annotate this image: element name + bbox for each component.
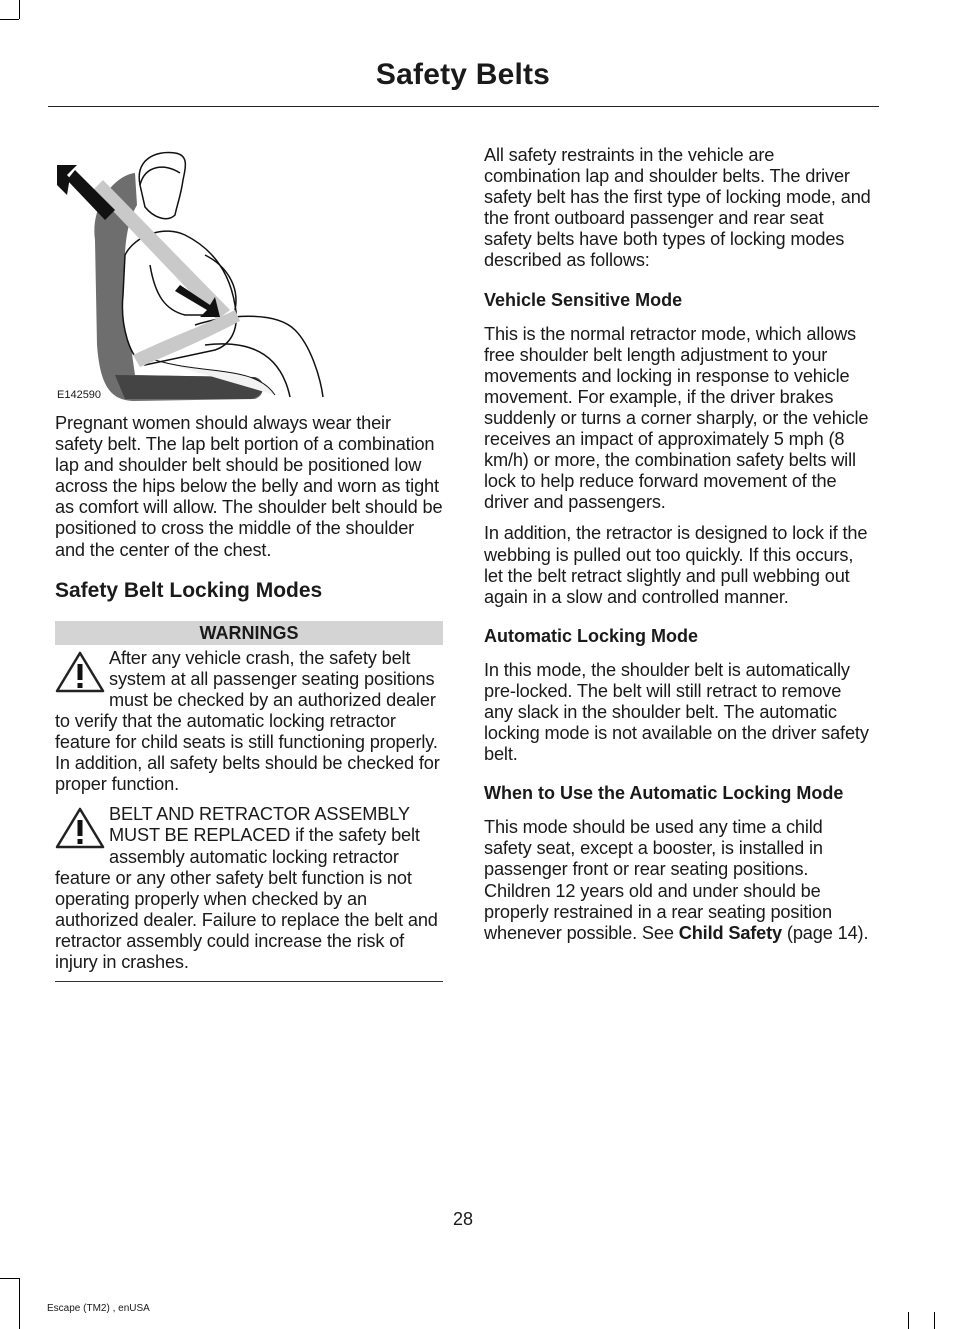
warning-item [55, 804, 443, 973]
automatic-locking-mode-paragraph: In this mode, the shoulder belt is automatically pre-locked. The belt will still retract to remove any slack in the shoulder belt. The automatic locking mode is not available on the driver safety belt. [484, 659, 869, 765]
figure-id: E142590 [57, 389, 102, 401]
warnings-header: WARNINGS [55, 621, 443, 645]
page-reference: (page 14). [782, 922, 869, 943]
pregnant-woman-seatbelt-illustration [55, 145, 443, 403]
when-to-use-paragraph [484, 817, 874, 944]
left-column [55, 145, 443, 982]
vehicle-sensitive-mode-paragraph: This is the normal retractor mode, which allows free shoulder belt length adjustment to your movements and locking in response to vehicle movement. For example, if the driver brakes suddenly or turns a corner sharply, or the vehicle receives an impact of approximately 5 mph (8 km/h) or more, the combination safety belts will lock to help reduce forward movement of the driver and passengers. [484, 323, 869, 513]
footer-text: Escape (TM2) , enUSA [47, 1303, 150, 1314]
automatic-locking-mode-heading: Automatic Locking Mode [484, 625, 699, 646]
crop-mark [19, 1278, 20, 1329]
warning-item [55, 648, 443, 796]
section-heading: Safety Belt Locking Modes [55, 578, 323, 602]
title-divider [48, 106, 879, 107]
child-safety-link[interactable]: Child Safety [678, 922, 783, 943]
crop-mark [934, 1312, 935, 1329]
page-number: 28 [452, 1209, 474, 1229]
retractor-lock-paragraph: In addition, the retractor is designed to lock if the webbing is pulled out too quickly. If this occurs, let the belt retract slightly and pull webbing out again in a slow and controlled manner. [484, 523, 868, 607]
crop-mark [0, 1278, 19, 1279]
right-column [484, 145, 874, 954]
crop-mark [908, 1312, 909, 1329]
warning-triangle-icon [55, 806, 105, 850]
pregnant-women-paragraph: Pregnant women should always wear their safety belt. The lap belt portion of a combination lap and shoulder belt should be positioned low across the hips below the belly and worn as tight as comfort will allow. The shoulder belt should be positioned to cross the middle of the shoulder and the center of the chest. [55, 413, 443, 560]
warning-text: After any vehicle crash, the safety belt system at all passenger seating positions must be checked by an authorized dealer to verify that the automatic locking retractor feature for child seats is still functioning properly. In addition, all safety belts should be checked for proper function. [55, 647, 440, 795]
when-to-use-text: This mode should be used any time a child safety seat, except a booster, is installed in passenger front or rear seating positions. Children 12 years old and under should be properly restrained in a rear seating position whenever possible. See [484, 817, 832, 943]
warning-triangle-icon [55, 650, 105, 694]
page-title: Safety Belts [375, 58, 551, 91]
warning-text: BELT AND RETRACTOR ASSEMBLY MUST BE REPLACED if the safety belt assembly automatic locking retractor feature or any other safety belt function is not operating properly when checked by an authorized dealer. Failure to replace the belt and retractor assembly could increase the risk of injury in crashes. [55, 804, 438, 972]
when-to-use-heading: When to Use the Automatic Locking Mode [484, 783, 844, 804]
seatbelt-illustration-graphic [55, 145, 443, 403]
crop-mark [0, 19, 19, 20]
warnings-end-divider [55, 981, 443, 982]
vehicle-sensitive-mode-heading: Vehicle Sensitive Mode [484, 289, 683, 310]
restraints-intro-paragraph: All safety restraints in the vehicle are combination lap and shoulder belts. The driver safety belt has the first type of locking mode, and the front outboard passenger and rear seat safety belts have both types of locking modes described as follows: [484, 145, 871, 271]
crop-mark [19, 0, 20, 19]
